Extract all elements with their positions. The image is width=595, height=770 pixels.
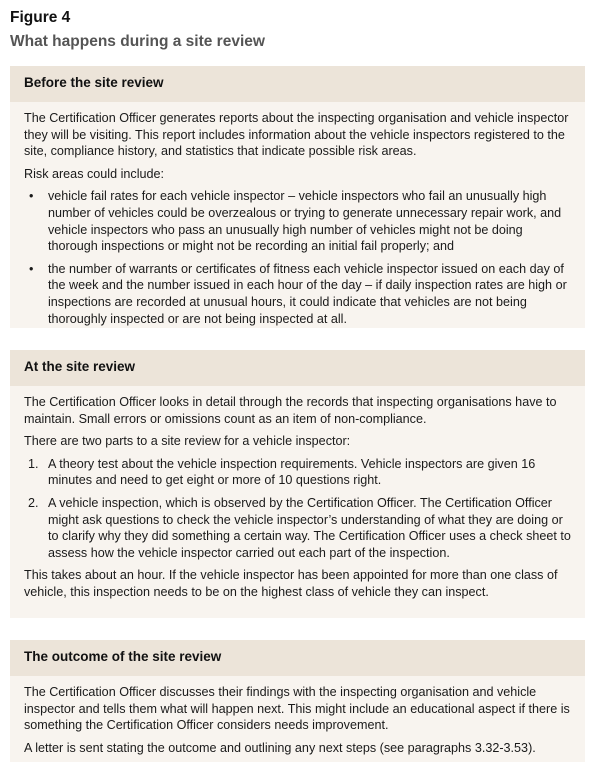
before-site-review-heading: Before the site review [10, 66, 585, 102]
list-item-text: vehicle fail rates for each vehicle inspector – vehicle inspectors who fail an unusually high number of vehicles could be overzealous or trying to generate unnecessary repair work, and vehicle inspectors who pass an unusually high number of vehicles might not be doing thorough inspections or might not be recording an initial fail properly; and [48, 189, 562, 254]
list-item [24, 261, 571, 327]
outcome-paragraph-2: A letter is sent stating the outcome and outlining any next steps (see paragraphs 3.32-3.53). [24, 740, 536, 755]
before-site-review-body [10, 102, 585, 341]
at-site-review-body [10, 386, 585, 615]
list-number: 2. [28, 495, 39, 510]
at-site-review-box [10, 350, 585, 618]
bullet-icon: • [29, 261, 34, 276]
at-site-review-heading: At the site review [10, 350, 585, 386]
before-intro-paragraph: The Certification Officer generates reports about the inspecting organisation and vehicle inspector they will be visiting. This report includes information about the vehicle inspectors registered to the site, compliance history, and statistics that indicate possible risk areas. [24, 111, 569, 159]
figure-title: What happens during a site review [10, 33, 265, 50]
at-closing-paragraph: This takes about an hour. If the vehicle inspector has been appointed for more than one class of vehicle, this inspection needs to be on the highest class of vehicle they can inspect. [24, 568, 558, 599]
outcome-paragraph-1: The Certification Officer discusses their findings with the inspecting organisation and vehicle inspector and tells them what will happen next. This might include an educational aspect if there is something the Certification Officer considers needs improvement. [24, 685, 570, 733]
list-item [24, 188, 571, 254]
at-intro-paragraph: The Certification Officer looks in detail through the records that inspecting organisations have to maintain. Small errors or omissions count as an item of non-compliance. [24, 395, 557, 426]
risk-areas-list [24, 188, 571, 327]
list-item-text: A vehicle inspection, which is observed by the Certification Officer. The Certification Officer might ask questions to check the vehicle inspector’s understanding of what they are doing or to clarify why they did something a certain way. The Certification Officer uses a check sheet to assess how the vehicle inspector carried out each part of the inspection. [48, 495, 571, 560]
list-item-text: A theory test about the vehicle inspection requirements. Vehicle inspectors are given 16 minutes and need to get eight or more of 10 questions right. [48, 456, 536, 488]
outcome-site-review-body [10, 676, 585, 770]
bullet-icon: • [29, 189, 34, 204]
risk-areas-intro: Risk areas could include: [24, 166, 165, 181]
before-site-review-box [10, 66, 585, 328]
outcome-site-review-heading: The outcome of the site review [10, 640, 585, 676]
review-parts-list [24, 456, 571, 562]
figure-label: Figure 4 [10, 9, 71, 26]
outcome-site-review-box [10, 640, 585, 762]
list-item-text: the number of warrants or certificates of fitness each vehicle inspector issued on each day of the week and the number issued in each hour of the day – if daily inspection rates are high or inspections are recorded at unusual hours, it could indicate that vehicles are not being thoroughly inspected or are not being inspected at all. [48, 261, 567, 326]
list-item [24, 456, 571, 489]
parts-intro: There are two parts to a site review for a vehicle inspector: [24, 434, 351, 449]
list-item [24, 495, 571, 561]
list-number: 1. [28, 456, 39, 471]
